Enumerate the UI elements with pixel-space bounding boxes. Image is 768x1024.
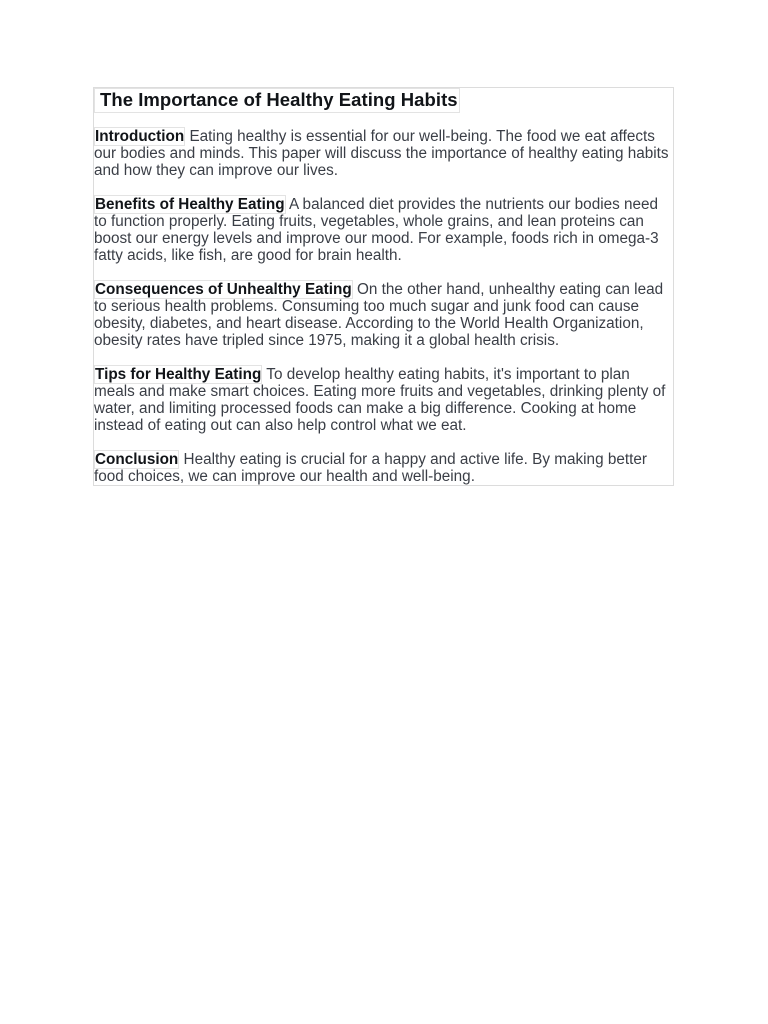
section-conclusion: [94, 451, 673, 485]
section-tips: [94, 366, 673, 434]
section-text: Eating healthy is essential for our well-being. The food we eat affects our bodies and minds. This paper will discuss the importance of healthy eating habits and how they can improve our lives.: [94, 128, 669, 179]
section-text: Healthy eating is crucial for a happy and active life. By making better food choices, we can improve our health and well-being.: [94, 451, 647, 485]
document-page: [93, 87, 674, 486]
section-heading: Benefits of Healthy Eating: [95, 196, 285, 213]
section-consequences: [94, 281, 673, 349]
section-benefits: [94, 196, 673, 264]
section-introduction: [94, 128, 673, 179]
section-text: To develop healthy eating habits, it's important to plan meals and make smart choices. Eating more fruits and vegetables, drinking plenty of water, and limiting processed foods can make a big difference. Cooking at home instead of eating out can also help control what we eat.: [94, 366, 666, 434]
document-title: The Importance of Healthy Eating Habits: [94, 88, 460, 113]
section-text: A balanced diet provides the nutrients our bodies need to function properly. Eating fruits, vegetables, whole grains, and lean proteins can boost our energy levels and improve our mood. For example, foods rich in omega-3 fatty acids, like fish, are good for brain health.: [94, 196, 659, 264]
section-text: On the other hand, unhealthy eating can lead to serious health problems. Consuming too much sugar and junk food can cause obesity, diabetes, and heart disease. According to the World Health Organization, obesity rates have tripled since 1975, making it a global health crisis.: [94, 281, 664, 349]
section-heading: Tips for Healthy Eating: [95, 366, 262, 383]
section-heading: Consequences of Unhealthy Eating: [95, 281, 352, 298]
section-heading: Introduction: [95, 128, 185, 145]
section-heading: Conclusion: [95, 451, 179, 468]
